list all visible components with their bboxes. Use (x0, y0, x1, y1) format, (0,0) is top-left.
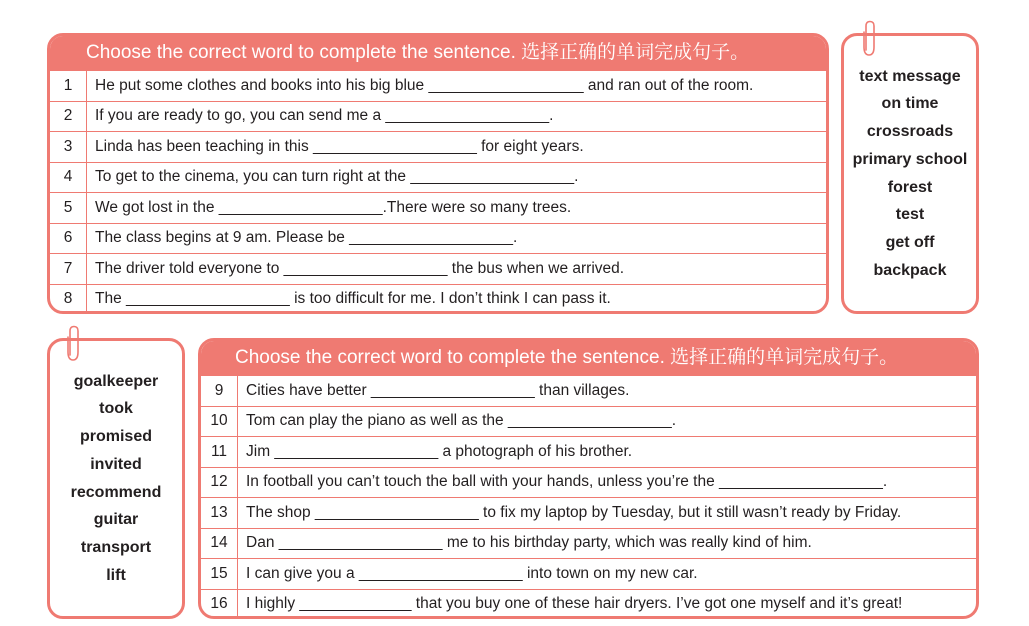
question-text: To get to the cinema, you can turn right at the ___________________. (87, 162, 827, 193)
word-bank-item: transport (80, 538, 152, 556)
question-text: Cities have better ___________________ than villages. (238, 376, 977, 407)
question-number: 1 (50, 71, 87, 102)
question-text: Linda has been teaching in this ___________________ for eight years. (87, 132, 827, 163)
word-bank-b (47, 338, 185, 619)
table-row (201, 437, 976, 468)
word-bank-item: promised (79, 428, 152, 446)
question-number: 9 (201, 376, 238, 407)
table-row (50, 162, 826, 193)
question-text: If you are ready to go, you can send me a ___________________. (87, 101, 827, 132)
word-bank-item: guitar (93, 511, 139, 529)
question-number: 15 (201, 559, 238, 590)
question-text: The ___________________ is too difficult for me. I don’t think I can pass it. (87, 284, 827, 314)
question-text: In football you can’t touch the ball with your hands, unless you’re the ___________________. (238, 467, 977, 498)
question-text: The class begins at 9 am. Please be ___________________. (87, 223, 827, 254)
table-row (201, 498, 976, 529)
word-bank-item: invited (90, 455, 142, 473)
word-bank-item: test (895, 206, 925, 224)
table-row (201, 559, 976, 590)
word-bank-item: primary school (852, 150, 968, 168)
paperclip-icon (862, 20, 876, 58)
word-bank-item: took (99, 400, 133, 418)
question-text: I highly _____________ that you buy one of these hair dryers. I’ve got one myself and it’s great! (238, 589, 977, 619)
exercise-a-panel (47, 33, 829, 314)
question-text: He put some clothes and books into his big blue __________________ and ran out of the room. (87, 71, 827, 102)
question-number: 6 (50, 223, 87, 254)
question-number: 12 (201, 467, 238, 498)
table-row (201, 467, 976, 498)
table-row (50, 284, 826, 314)
question-number: 2 (50, 101, 87, 132)
question-text: The shop ___________________ to fix my laptop by Tuesday, but it still wasn’t ready by Friday. (238, 498, 977, 529)
table-row (201, 406, 976, 437)
table-row (50, 132, 826, 163)
word-bank-a (841, 33, 979, 314)
word-bank-item: get off (885, 233, 935, 251)
question-number: 8 (50, 284, 87, 314)
word-bank-item: recommend (70, 483, 162, 501)
word-bank-item: on time (881, 95, 939, 113)
question-text: Dan ___________________ me to his birthday party, which was really kind of him. (238, 528, 977, 559)
word-bank-item: forest (887, 178, 933, 196)
word-bank-item: goalkeeper (73, 372, 159, 390)
exercise-a-header: Choose the correct word to complete the sentence. 选择正确的单词完成句子。 (50, 36, 826, 70)
question-text: The driver told everyone to ___________________ the bus when we arrived. (87, 254, 827, 285)
question-number: 5 (50, 193, 87, 224)
question-number: 16 (201, 589, 238, 619)
word-bank-item: crossroads (866, 123, 954, 141)
table-row (50, 193, 826, 224)
question-number: 11 (201, 437, 238, 468)
exercise-b-panel (198, 338, 979, 619)
word-bank-item: backpack (873, 261, 947, 279)
table-row (201, 528, 976, 559)
question-number: 7 (50, 254, 87, 285)
question-number: 13 (201, 498, 238, 529)
question-text: Tom can play the piano as well as the ___________________. (238, 406, 977, 437)
paperclip-icon (66, 325, 80, 363)
table-row (50, 101, 826, 132)
question-text: Jim ___________________ a photograph of his brother. (238, 437, 977, 468)
question-number: 14 (201, 528, 238, 559)
question-number: 10 (201, 406, 238, 437)
table-row (201, 589, 976, 619)
exercise-b-table (201, 375, 976, 619)
table-row (50, 223, 826, 254)
word-bank-item: lift (106, 566, 126, 584)
exercise-a-table (50, 70, 826, 314)
table-row (201, 376, 976, 407)
question-text: I can give you a ___________________ into town on my new car. (238, 559, 977, 590)
table-row (50, 71, 826, 102)
question-number: 4 (50, 162, 87, 193)
question-number: 3 (50, 132, 87, 163)
exercise-b-header: Choose the correct word to complete the sentence. 选择正确的单词完成句子。 (201, 341, 976, 375)
table-row (50, 254, 826, 285)
question-text: We got lost in the ___________________.There were so many trees. (87, 193, 827, 224)
word-bank-item: text message (859, 67, 961, 85)
